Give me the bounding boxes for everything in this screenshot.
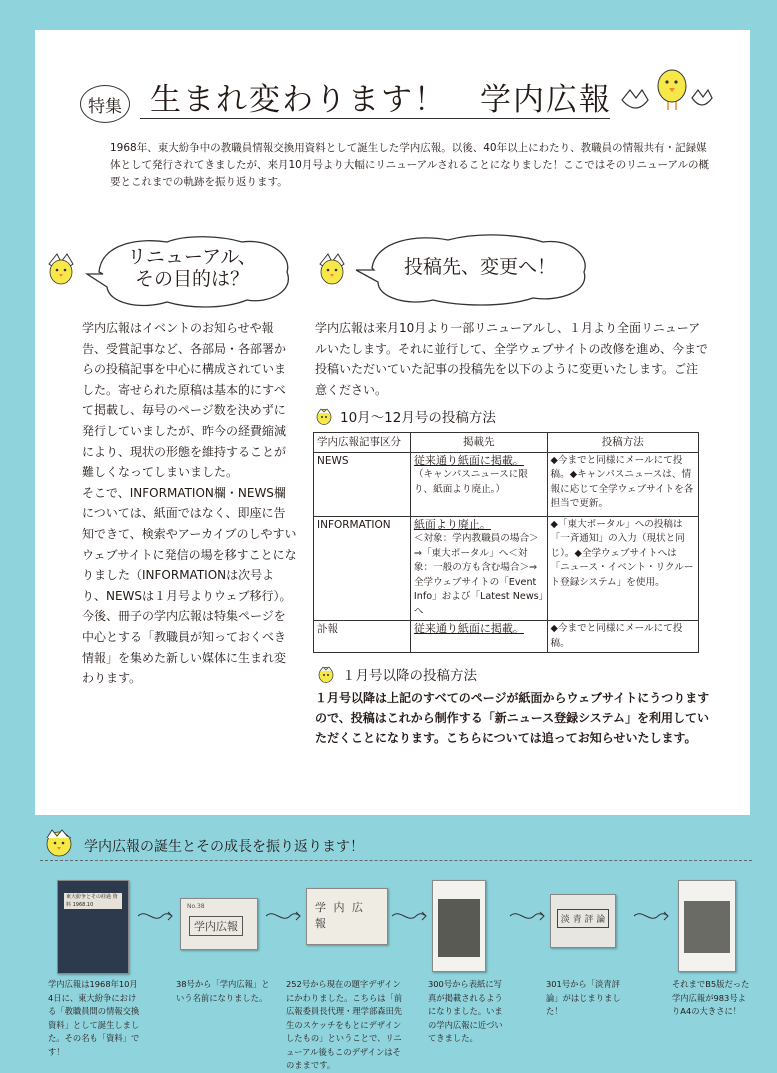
hatched-chick-icon bbox=[612, 60, 722, 120]
chick-icon bbox=[318, 665, 334, 683]
table-header: 掲載先 bbox=[410, 433, 547, 453]
table-cell-destination bbox=[410, 452, 547, 516]
arrow-icon bbox=[390, 906, 430, 926]
table-cell-category: NEWS bbox=[314, 452, 411, 516]
table-cell-method: ◆今までと同様にメールにて投稿。◆キャンパスニュースは、情報に応じて全学ウェブサイトを各担当で更新。 bbox=[547, 452, 698, 516]
cover-252-title: 学 内 広 報 bbox=[315, 901, 365, 930]
issue-cover-300 bbox=[432, 880, 486, 972]
caption-38: 38号から「学内広報」という名前になりました。 bbox=[176, 979, 270, 1003]
table-cell-destination bbox=[410, 516, 547, 621]
history-title: 学内広報の誕生とその成長を振り返ります！ bbox=[84, 839, 364, 855]
page-title: 生まれ変わります！ 学内広報 bbox=[150, 82, 612, 118]
subheading-january bbox=[318, 664, 477, 684]
caption-301: 301号から「淡青評論」がはじまりました！ bbox=[546, 979, 621, 1016]
caption-1968: 学内広報は1968年10月4日に、東大紛争における「教職員間の情報交換資料」として誕生しました。その名も「資料」です！ bbox=[48, 979, 140, 1057]
left-paragraph-2: そこで、INFORMATION欄・NEWS欄については、紙面ではなく、即座に告知できて、検索やアーカイブのしやすいウェブサイトに発信の場を移すことになりました（INFORMATIONは次号より、NEWSは１月号よりウェブ移行）。 bbox=[82, 485, 297, 603]
cover-1968-title: 東大紛争とその経過 資料 1968.10 bbox=[64, 893, 122, 909]
left-column bbox=[82, 318, 297, 689]
chick-icon bbox=[316, 407, 332, 425]
table-row bbox=[314, 621, 699, 653]
table-cell-category: INFORMATION bbox=[314, 516, 411, 621]
issue-cover-38 bbox=[180, 898, 258, 950]
table-cell-method: ◆「東大ポータル」への投稿は「一斉通知」の入力（現状と同じ）。◆全学ウェブサイトへは「ニュース・イベント・リクルート登録システム」を使用。 bbox=[547, 516, 698, 621]
cover-38-number: No.38 bbox=[187, 903, 205, 910]
issue-cover-252 bbox=[306, 888, 388, 945]
table-cell-destination bbox=[410, 621, 547, 653]
table-cell-method: ◆今までと同様にメールにて投稿。 bbox=[547, 621, 698, 653]
destination-main: 紙面より廃止。 bbox=[413, 517, 491, 531]
caption-983: それまでB5版だった学内広報が983号よりA4の大きさに！ bbox=[672, 979, 750, 1016]
cover-38-title: 学内広報 bbox=[189, 916, 243, 936]
arrow-icon bbox=[508, 906, 548, 926]
right-bubble-text: 投稿先、変更へ！ bbox=[403, 256, 556, 278]
table-header: 投稿方法 bbox=[547, 433, 698, 453]
cover-301-title: 淡 青 評 論 bbox=[557, 909, 609, 928]
table-row bbox=[314, 452, 699, 516]
table-cell-category: 訃報 bbox=[314, 621, 411, 653]
caption-300: 300号から表紙に写真が掲載されるようになりました。いまの学内広報に近づいてきました。 bbox=[428, 979, 503, 1043]
posting-method-table bbox=[313, 432, 699, 653]
arrow-icon bbox=[136, 906, 176, 926]
subheading-oct-dec bbox=[316, 406, 496, 426]
history-divider bbox=[40, 860, 752, 861]
right-paragraph-1: 学内広報は来月10月より一部リニューアルし、１月より全面リニューアルいたします。それに並行して、全学ウェブサイトの改修を進め、今まで投稿いただいていた記事の投稿先を以下のように変更いたします。ご注意ください。 bbox=[315, 321, 709, 397]
destination-main: 従来通り紙面に掲載。 bbox=[413, 622, 524, 635]
left-bubble-text bbox=[112, 246, 272, 290]
january-notice: １月号以降は上記のすべてのページが紙面からウェブサイトにうつりますので、投稿はこれから制作する「新ニュース登録システム」を利用していただくことになります。こちらについては追ってお知らせいたします。 bbox=[315, 691, 710, 745]
destination-main: 従来通り紙面に掲載。 bbox=[413, 453, 524, 467]
cover-300-photo bbox=[438, 899, 480, 957]
issue-cover-1968 bbox=[57, 880, 129, 974]
subheading-oct-dec-text: 10月〜12月号の投稿方法 bbox=[340, 410, 496, 426]
issue-cover-983 bbox=[678, 880, 736, 972]
subheading-january-text: １月号以降の投稿方法 bbox=[342, 668, 477, 684]
left-paragraph-1: 学内広報はイベントのお知らせや報告、受賞記事など、各部局・各部署からの投稿記事を中心に構成されていました。寄せられた原稿は基本的にすべて掲載し、毎号のページ数を決めずに発行していましたが、昨今の経費縮減により、現状の形態を維持することが難しくなってしまいました。 bbox=[82, 321, 287, 480]
intro-text: 1968年、東大紛争中の教職員情報交換用資料として誕生した学内広報。以後、40年以上にわたり、教職員の情報共有・記録媒体として発行されてきましたが、来月10月号より大幅にリニューアルされることになりました！ここではそのリニューアルの概要とこれまでの軌跡を振り返ります。 bbox=[110, 142, 710, 188]
caption-252: 252号から現在の題字デザインにかわりました。こちらは「前広報委員長代理・理学部森田先生のスケッチをもとにデザインしたもの」ということで、リニューアル後もこのデザインはそのままです。 bbox=[286, 979, 403, 1070]
feature-badge: 特集 bbox=[80, 85, 130, 123]
arrow-icon bbox=[632, 906, 672, 926]
arrow-icon bbox=[264, 906, 304, 926]
table-row bbox=[314, 516, 699, 621]
cover-983-photo bbox=[684, 901, 730, 953]
left-bubble-line2: その目的は？ bbox=[134, 268, 249, 290]
hatched-chick-icon bbox=[42, 826, 76, 858]
left-paragraph-3: 今後、冊子の学内広報は特集ページを中心とする「教職員が知っておくべき情報」を集めた新しい媒体に生まれ変わります。 bbox=[82, 609, 287, 686]
title-underline bbox=[140, 118, 610, 119]
destination-note: ＜対象：学内教職員の場合＞⇒「東大ポータル」へ＜対象：一般の方も含む場合＞⇒全学ウェブサイトの「Event Info」および「Latest News」へ bbox=[413, 533, 544, 617]
left-bubble-line1: リニューアル、 bbox=[127, 246, 257, 268]
destination-note: （キャンパスニュースに限り、紙面より廃止。） bbox=[413, 469, 528, 495]
table-header: 学内広報記事区分 bbox=[314, 433, 411, 453]
issue-cover-301 bbox=[550, 894, 616, 948]
table-header-row bbox=[314, 433, 699, 453]
